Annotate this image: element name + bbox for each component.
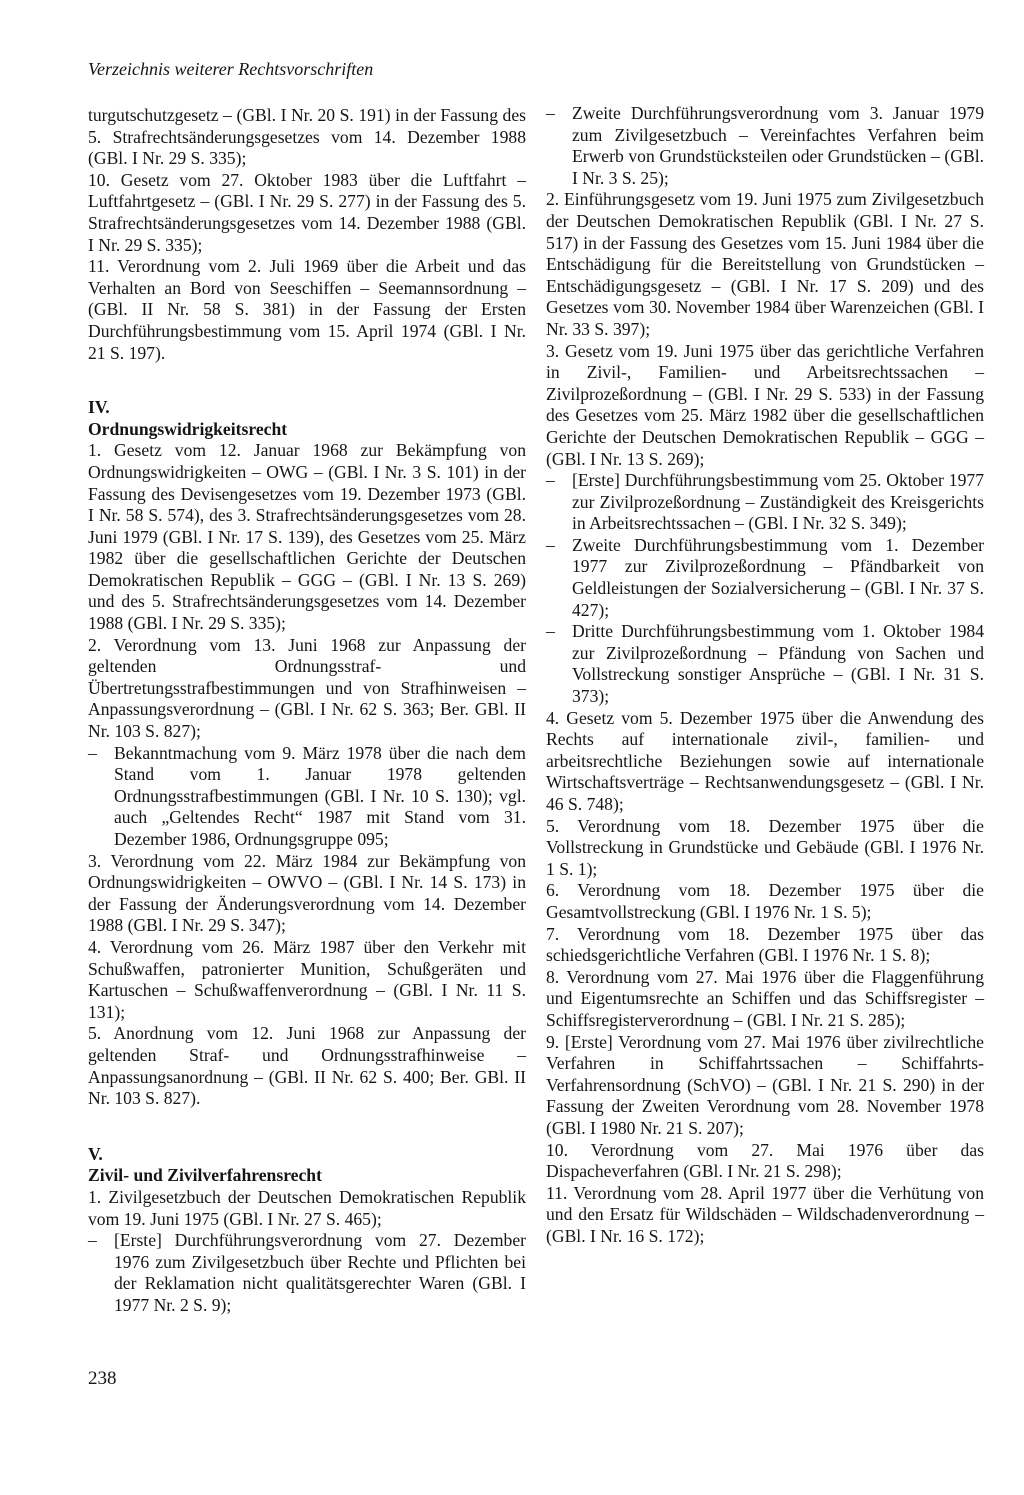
section-title: Zivil- und Zivilverfahrensrecht bbox=[88, 1165, 322, 1186]
list-item: 5. Anordnung vom 12. Juni 1968 zur Anpassung der geltenden Straf- und Ordnungsstrafhinweise – Anpassungsanordnung – (GBl. II Nr. 62 S. 400; Ber. GBl. II Nr. 103 S. 827). bbox=[88, 1023, 526, 1109]
sub-list-item: – Bekanntmachung vom 9. März 1978 über die nach dem Stand vom 1. Januar 1978 geltenden Ordnungsstrafbestimmungen (GBl. I Nr. 10 S. 130); vgl. auch „Geltendes Recht“ 1987 mit Stand vom 31. Dezember 1986, Ordnungsgruppe 095; bbox=[88, 743, 526, 851]
section-number: V. bbox=[88, 1143, 103, 1164]
running-header: Verzeichnis weiterer Rechtsvorschriften bbox=[88, 59, 374, 79]
list-item: 4. Verordnung vom 26. März 1987 über den Verkehr mit Schußwaffen, patronierter Munition, Schußgeräten und Kartuschen – Schußwaffenverordnung – (GBl. I Nr. 11 S. 131); bbox=[88, 936, 526, 1022]
list-item: 3. Verordnung vom 22. März 1984 zur Bekämpfung von Ordnungswidrigkeiten – OWVO – (GBl. I Nr. 14 S. 173) in der Fassung der Änderungsverordnung vom 14. Dezember 1988 (GBl. I Nr. 29 S. 347); bbox=[88, 850, 526, 936]
section-title: Ordnungswidrigkeitsrecht bbox=[88, 418, 288, 439]
list-item: 10. Verordnung vom 27. Mai 1976 über das Dispacheverfahren (GBl. I Nr. 21 S. 298); bbox=[546, 1139, 984, 1182]
sub-list-item: – [Erste] Durchführungsbestimmung vom 25. Oktober 1977 zur Zivilprozeßordnung – Zuständigkeit des Kreisgerichts in Arbeitsrechtssachen – (GBl. I Nr. 32 S. 349); bbox=[546, 470, 984, 535]
left-column bbox=[88, 105, 526, 1316]
list-item: 9. [Erste] Verordnung vom 27. Mai 1976 über zivilrechtliche Verfahren in Schiffahrtssachen – Schiffahrts-Verfahrensordnung (SchVO) – (GBl. I Nr. 21 S. 290) in der Fassung der Zweiten Verordnung vom 28. November 1978 (GBl. I 1980 Nr. 21 S. 207); bbox=[546, 1031, 984, 1138]
list-item: 10. Gesetz vom 27. Oktober 1983 über die Luftfahrt – Luftfahrtgesetz – (GBl. I Nr. 29 S. 277) in der Fassung des 5. Strafrechtsänderungsgesetzes vom 14. Dezember 1988 (GBl. I Nr. 29 S. 335); bbox=[88, 169, 526, 255]
sub-list-item: – Zweite Durchführungsbestimmung vom 1. Dezember 1977 zur Zivilprozeßordnung – Pfändbarkeit von Geldleistungen der Sozialversicherung – (GBl. I Nr. 37 S. 427); bbox=[546, 535, 984, 621]
list-item: 1. Gesetz vom 12. Januar 1968 zur Bekämpfung von Ordnungswidrigkeiten – OWG – (GBl. I Nr. 3 S. 101) in der Fassung des Devisengesetzes vom 19. Dezember 1973 (GBl. I Nr. 58 S. 574), des 3. Strafrechtsänderungsgesetzes vom 28. Juni 1979 (GBl. I Nr. 17 S. 139), des Gesetzes vom 25. März 1982 über die gesellschaftlichen Gerichte der Deutschen Demokratischen Republik – GGG – (GBl. I Nr. 13 S. 269) und des 5. Strafrechtsänderungsgesetzes vom 14. Dezember 1988 (GBl. I Nr. 29 S. 335); bbox=[88, 440, 526, 634]
sub-list-item: – Dritte Durchführungsbestimmung vom 1. Oktober 1984 zur Zivilprozeßordnung – Pfändung von Sachen und Vollstreckung sonstiger Ansprüche – (GBl. I Nr. 31 S. 373); bbox=[546, 621, 984, 707]
list-item: 11. Verordnung vom 28. April 1977 über die Verhütung von und den Ersatz für Wildschäden – Wildschadenverordnung – (GBl. I Nr. 16 S. 172); bbox=[546, 1182, 984, 1246]
page-number: 238 bbox=[88, 1368, 117, 1389]
list-item: 3. Gesetz vom 19. Juni 1975 über das gerichtliche Verfahren in Zivil-, Familien- und Arbeitsrechtssachen – Zivilprozeßordnung – (GBl. I Nr. 29 S. 533) in der Fassung des Gesetzes vom 25. März 1982 über die gesellschaftlichen Gerichte der Deutschen Demokratischen Republik – GGG – (GBl. I Nr. 13 S. 269); bbox=[546, 340, 984, 469]
right-column bbox=[546, 103, 984, 1247]
list-item: 2. Verordnung vom 13. Juni 1968 zur Anpassung der geltenden Ordnungsstraf- und Übertretungsstrafbestimmungen und von Strafhinweisen – Anpassungsverordnung – (GBl. I Nr. 62 S. 363; Ber. GBl. II Nr. 103 S. 827); bbox=[88, 634, 526, 742]
list-item: 1. Zivilgesetzbuch der Deutschen Demokratischen Republik vom 19. Juni 1975 (GBl. I Nr. 27 S. 465); bbox=[88, 1186, 526, 1229]
list-item: 5. Verordnung vom 18. Dezember 1975 über die Vollstreckung in Grundstücke und Gebäude (GBl. I 1976 Nr. 1 S. 1); bbox=[546, 815, 984, 879]
list-item: 4. Gesetz vom 5. Dezember 1975 über die Anwendung des Rechts auf internationale zivil-, familien- und arbeitsrechtliche Beziehungen sowie auf internationale Wirtschaftsverträge – Rechtsanwendungsgesetz – (GBl. I Nr. 46 S. 748); bbox=[546, 707, 984, 814]
sub-list-item: – Zweite Durchführungsverordnung vom 3. Januar 1979 zum Zivilgesetzbuch – Vereinfachtes Verfahren beim Erwerb von Grundstücksteilen oder Grundstücken – (GBl. I Nr. 3 S. 25); bbox=[546, 103, 984, 189]
list-item: 11. Verordnung vom 2. Juli 1969 über die Arbeit und das Verhalten an Bord von Seeschiffen – Seemannsordnung – (GBl. II Nr. 58 S. 381) in der Fassung der Ersten Durchführungsbestimmung vom 15. April 1974 (GBl. I Nr. 21 S. 197). bbox=[88, 256, 526, 363]
list-item: 2. Einführungsgesetz vom 19. Juni 1975 zum Zivilgesetzbuch der Deutschen Demokratischen Republik (GBl. I Nr. 27 S. 517) in der Fassung des Gesetzes vom 15. Juni 1984 über die Entschädigung für die Bereitstellung von Grundstücken – Entschädigungsgesetz – (GBl. I Nr. 17 S. 209) und des Gesetzes vom 30. November 1984 über Warenzeichen (GBl. I Nr. 33 S. 397); bbox=[546, 189, 984, 339]
list-item: turgutschutzgesetz – (GBl. I Nr. 20 S. 191) in der Fassung des 5. Strafrechtsänderungsgesetzes vom 14. Dezember 1988 (GBl. I Nr. 29 S. 335); bbox=[88, 105, 526, 169]
sub-list-item: – [Erste] Durchführungsverordnung vom 27. Dezember 1976 zum Zivilgesetzbuch über Rechte und Pflichten bei der Reklamation nicht qualitätsgerechter Waren (GBl. I 1977 Nr. 2 S. 9); bbox=[88, 1230, 526, 1316]
list-item: 7. Verordnung vom 18. Dezember 1975 über das schiedsgerichtliche Verfahren (GBl. I 1976 Nr. 1 S. 8); bbox=[546, 923, 984, 966]
section-number: IV. bbox=[88, 397, 110, 418]
list-item: 8. Verordnung vom 27. Mai 1976 über die Flaggenführung und Eigentumsrechte an Schiffen und das Schiffsregister – Schiffsregisterverordnung – (GBl. I Nr. 21 S. 285); bbox=[546, 966, 984, 1030]
list-item: 6. Verordnung vom 18. Dezember 1975 über die Gesamtvollstreckung (GBl. I 1976 Nr. 1 S. 5); bbox=[546, 880, 984, 922]
